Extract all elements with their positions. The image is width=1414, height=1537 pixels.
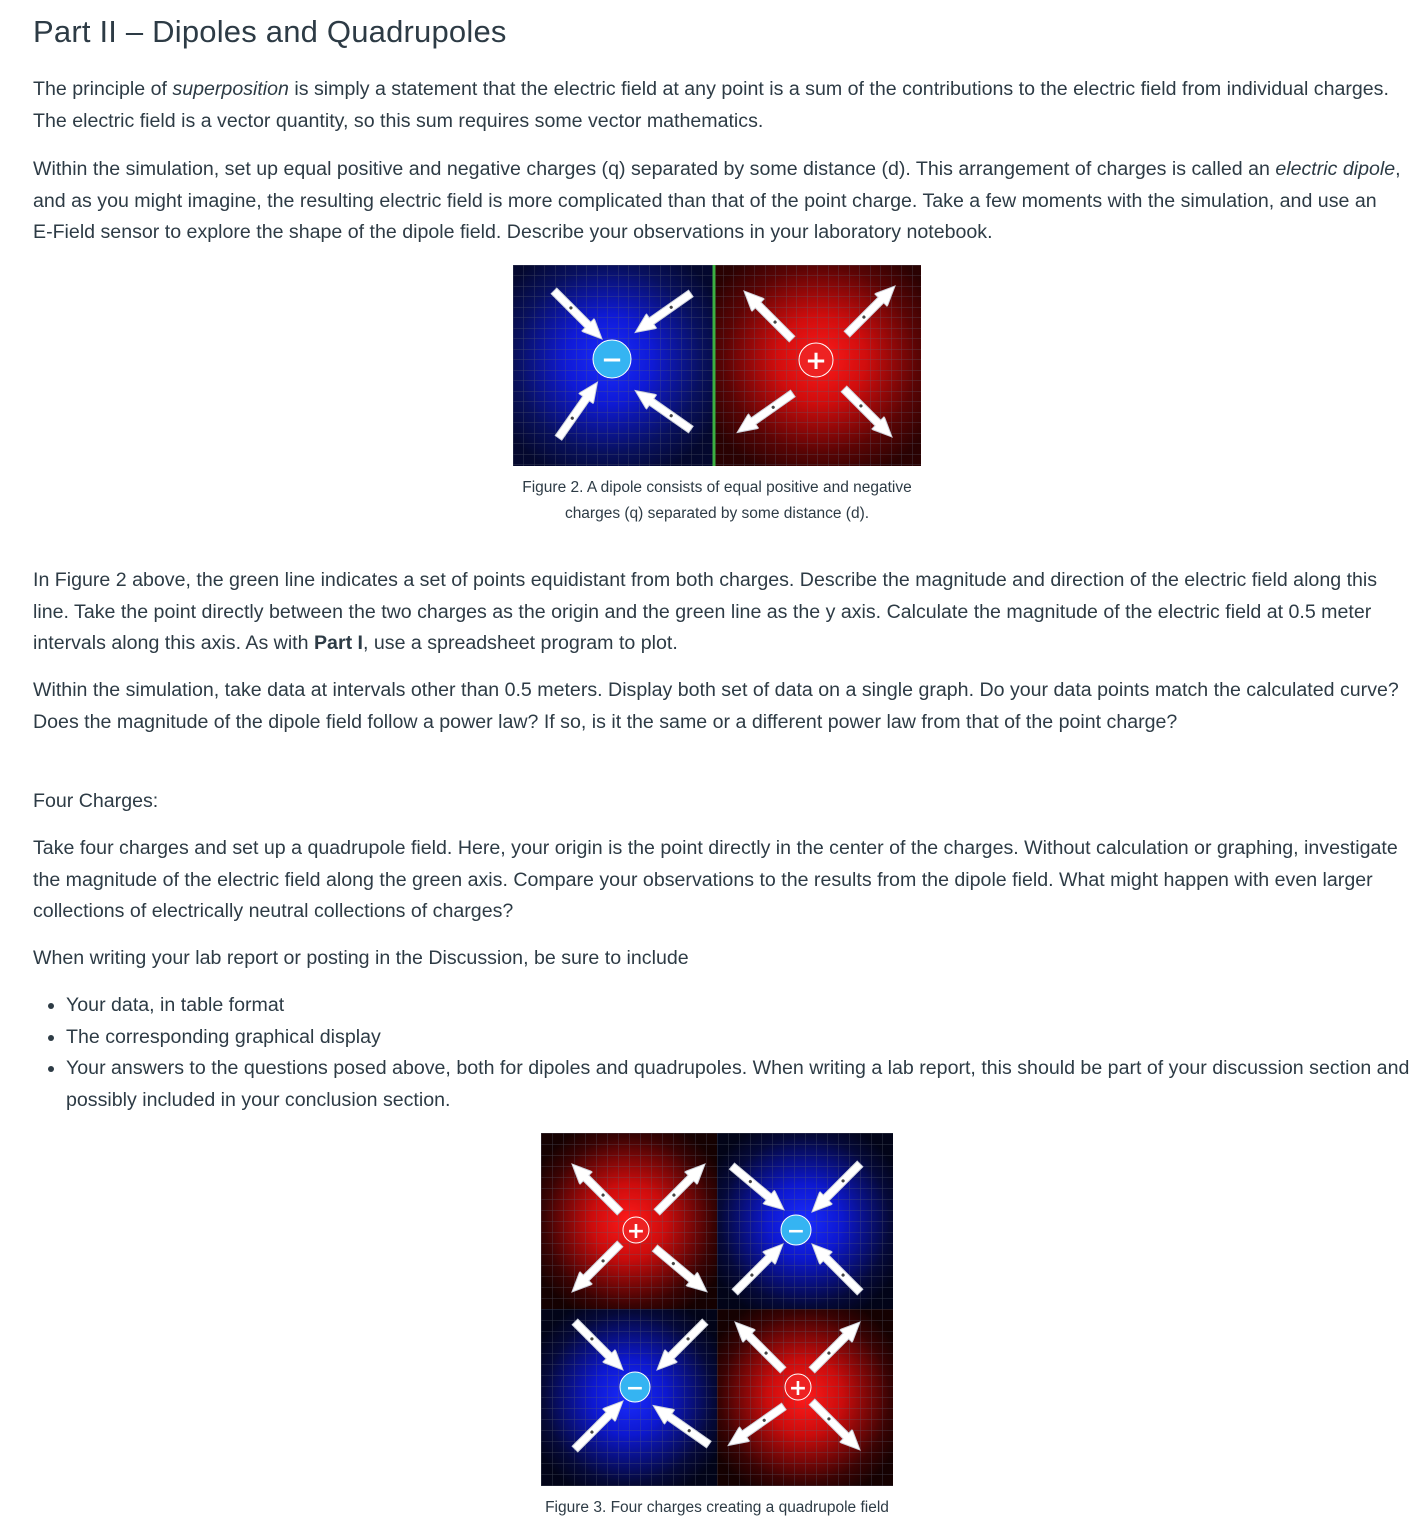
paragraph-quadrupole: Take four charges and set up a quadrupole field. Here, your origin is the point directly in the center of the charges. Without calculation or graphing, investigate the magnitude of the electric field along the green axis. Compare your observations to the results from the dipole field. What might happen with even larger collections of electrically neutral collections of charges? (33, 837, 1398, 922)
text-run: In Figure 2 above, the green line indicates a set of points equidistant from both charges. Describe the magnitude and direction of the electric field along this line. Take the point directly between the two charges as the origin and the green line as the y axis. Calculate the magnitude of the electric field at 0.5 meter intervals along this axis. As with (33, 569, 1378, 654)
figure-3-quadrupole-image (541, 1133, 893, 1486)
text-run: Within the simulation, set up equal positive and negative charges (q) separated by some distance (d). This arrangement of charges is called an (33, 158, 1276, 180)
caption-line: Figure 3. Four charges creating a quadrupole field (545, 1499, 889, 1516)
charge-sign: − (786, 1219, 806, 1244)
charge-sign: − (625, 1376, 645, 1401)
text-run: , and as you might imagine, the resulting electric field is more complicated than that of the point charge. Take a few moments with the simulation, and use an E-Field sensor to explore the shape of the dipole field. Describe your observations in your laboratory notebook. (33, 158, 1401, 243)
paragraph-superposition (33, 74, 1401, 137)
include-list (33, 990, 1414, 1116)
paragraph-data-intervals: Within the simulation, take data at intervals other than 0.5 meters. Display both set of data on a single graph. Do your data points match the calculated curve? Does the magnitude of the dipole field follow a power law? If so, is it the same or a different power law from that of the point charge? (33, 679, 1399, 733)
strong-part-i: Part I (313, 632, 363, 654)
figure-2-caption (473, 475, 961, 527)
paragraph-dipole-setup (33, 154, 1401, 249)
paragraph-four-charges-heading: Four Charges: (33, 790, 159, 812)
caption-line: Figure 2. A dipole consists of equal positive and negative (522, 479, 912, 496)
text-run: , use a spreadsheet program to plot. (363, 632, 678, 654)
figure-3-caption (473, 1495, 961, 1521)
text-run: is simply a statement that the electric field at any point is a sum of the contributions to the electric field from individual charges. The electric field is a vector quantity, so this sum requires some vector mathematics. (33, 78, 1389, 132)
positive-charge-sign: + (805, 346, 827, 376)
negative-charge-sign: − (601, 345, 623, 375)
list-item: • Your data, in table format (66, 990, 1414, 1022)
paragraph-green-line (33, 565, 1401, 660)
list-item: • The corresponding graphical display (66, 1022, 1414, 1054)
quadrupole-field-illustration (541, 1133, 893, 1486)
emphasis-superposition: superposition (172, 78, 289, 100)
paragraph-lab-report: When writing your lab report or posting in the Discussion, be sure to include (33, 947, 689, 969)
charge-sign: + (788, 1376, 808, 1401)
list-item: • Your answers to the questions posed above, both for dipoles and quadrupoles. When writing a lab report, this should be part of your discussion section and possibly included in your conclusion section. (66, 1053, 1414, 1116)
charge-sign: + (626, 1219, 646, 1244)
figure-2-dipole-image (513, 265, 921, 466)
text-run: The principle of (33, 78, 173, 100)
caption-line: charges (q) separated by some distance (d). (564, 505, 870, 522)
dipole-field-illustration (513, 265, 921, 466)
emphasis-electric-dipole: electric dipole (1275, 158, 1396, 180)
page-title: Part II – Dipoles and Quadrupoles (33, 14, 507, 49)
